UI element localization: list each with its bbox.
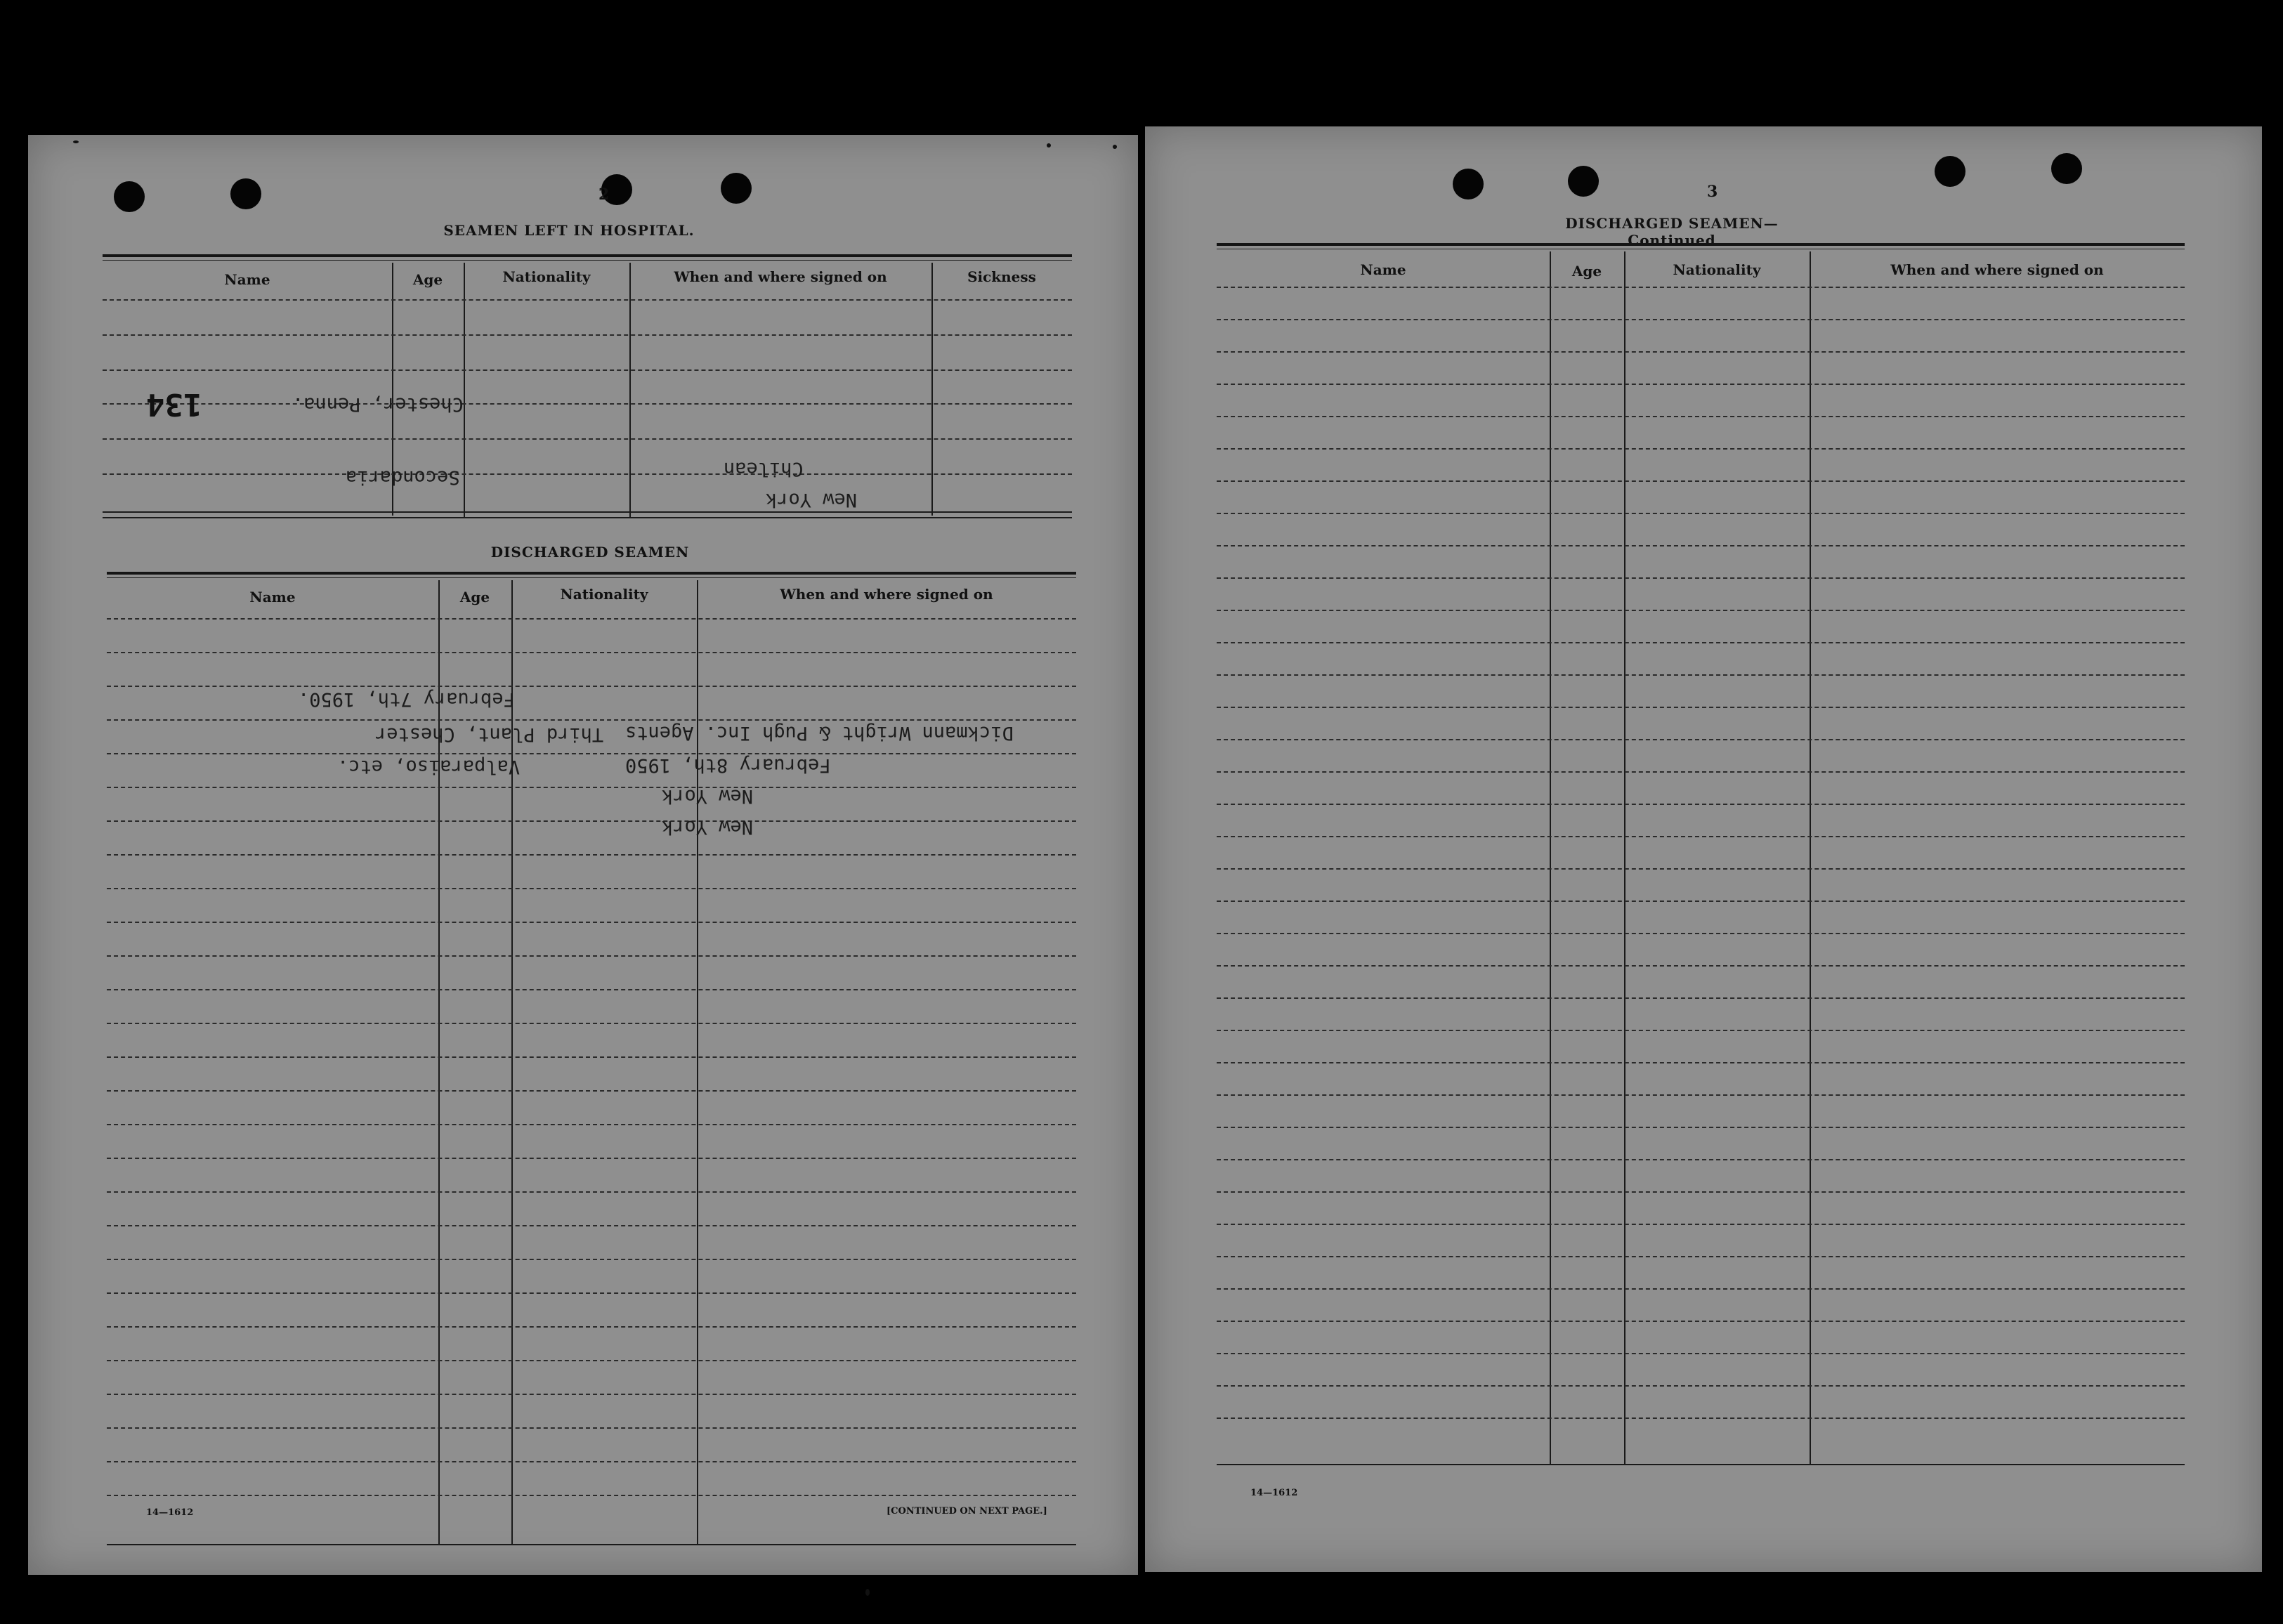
col-header-nationality: Nationality [502,268,591,285]
discharged-title: DISCHARGED SEAMEN [490,544,690,561]
speck [73,140,79,143]
punch-hole [721,173,752,204]
col-header-age: Age [412,271,443,288]
typed-line: New York [766,489,858,511]
punch-hole [2051,153,2082,184]
speck [1113,145,1117,149]
typed-line: Third Plant, Chester [375,723,604,745]
typed-line: Valparaiso, etc. [337,756,521,778]
discharged-continued-title: DISCHARGED SEAMEN—Continued [1565,215,1779,249]
col-header-age: Age [1571,263,1602,280]
page-number: 3 [1707,183,1718,201]
hospital-table [103,254,1072,521]
col-header-age: Age [459,589,490,605]
hospital-title: SEAMEN LEFT IN HOSPITAL. [443,222,695,239]
punch-hole [1935,156,1965,187]
col-header-signed-on: When and where signed on [780,586,993,603]
typed-line: Secondaria [346,466,460,488]
speck [865,1589,870,1596]
col-header-name: Name [1360,261,1406,278]
col-header-signed-on: When and where signed on [674,268,887,285]
discharged-continued-table [1217,243,2185,1465]
speck [1047,143,1051,148]
col-header-name: Name [224,271,270,288]
col-header-nationality: Nationality [560,586,648,603]
punch-hole [114,181,145,212]
typed-line: New York [662,816,754,838]
col-header-signed-on: When and where signed on [1890,261,2104,278]
col-header-name: Name [249,589,296,605]
punch-hole [1453,169,1484,199]
col-header-sickness: Sickness [967,268,1036,285]
form-number: 14—1612 [146,1507,194,1518]
punch-hole [230,178,261,209]
col-header-nationality: Nationality [1673,261,1761,278]
form-number: 14—1612 [1250,1488,1298,1498]
typed-line: February 7th, 1950. [298,688,515,710]
continued-note: [CONTINUED ON NEXT PAGE.] [887,1506,1047,1517]
discharged-table [107,572,1076,1545]
page-number: 2 [598,185,610,204]
punch-hole [1568,166,1599,197]
typed-line: Dickmann Wright & Pugh Inc. Agents [625,722,1014,744]
typed-line: Chester, Penna. [292,393,464,415]
typed-line: New York [662,785,754,807]
typed-line: February 8th, 1950 [625,754,831,776]
typed-record-number: 134 [146,386,202,422]
right-page [1145,126,2262,1572]
typed-line: Chilean [724,458,804,480]
left-page [28,135,1138,1575]
